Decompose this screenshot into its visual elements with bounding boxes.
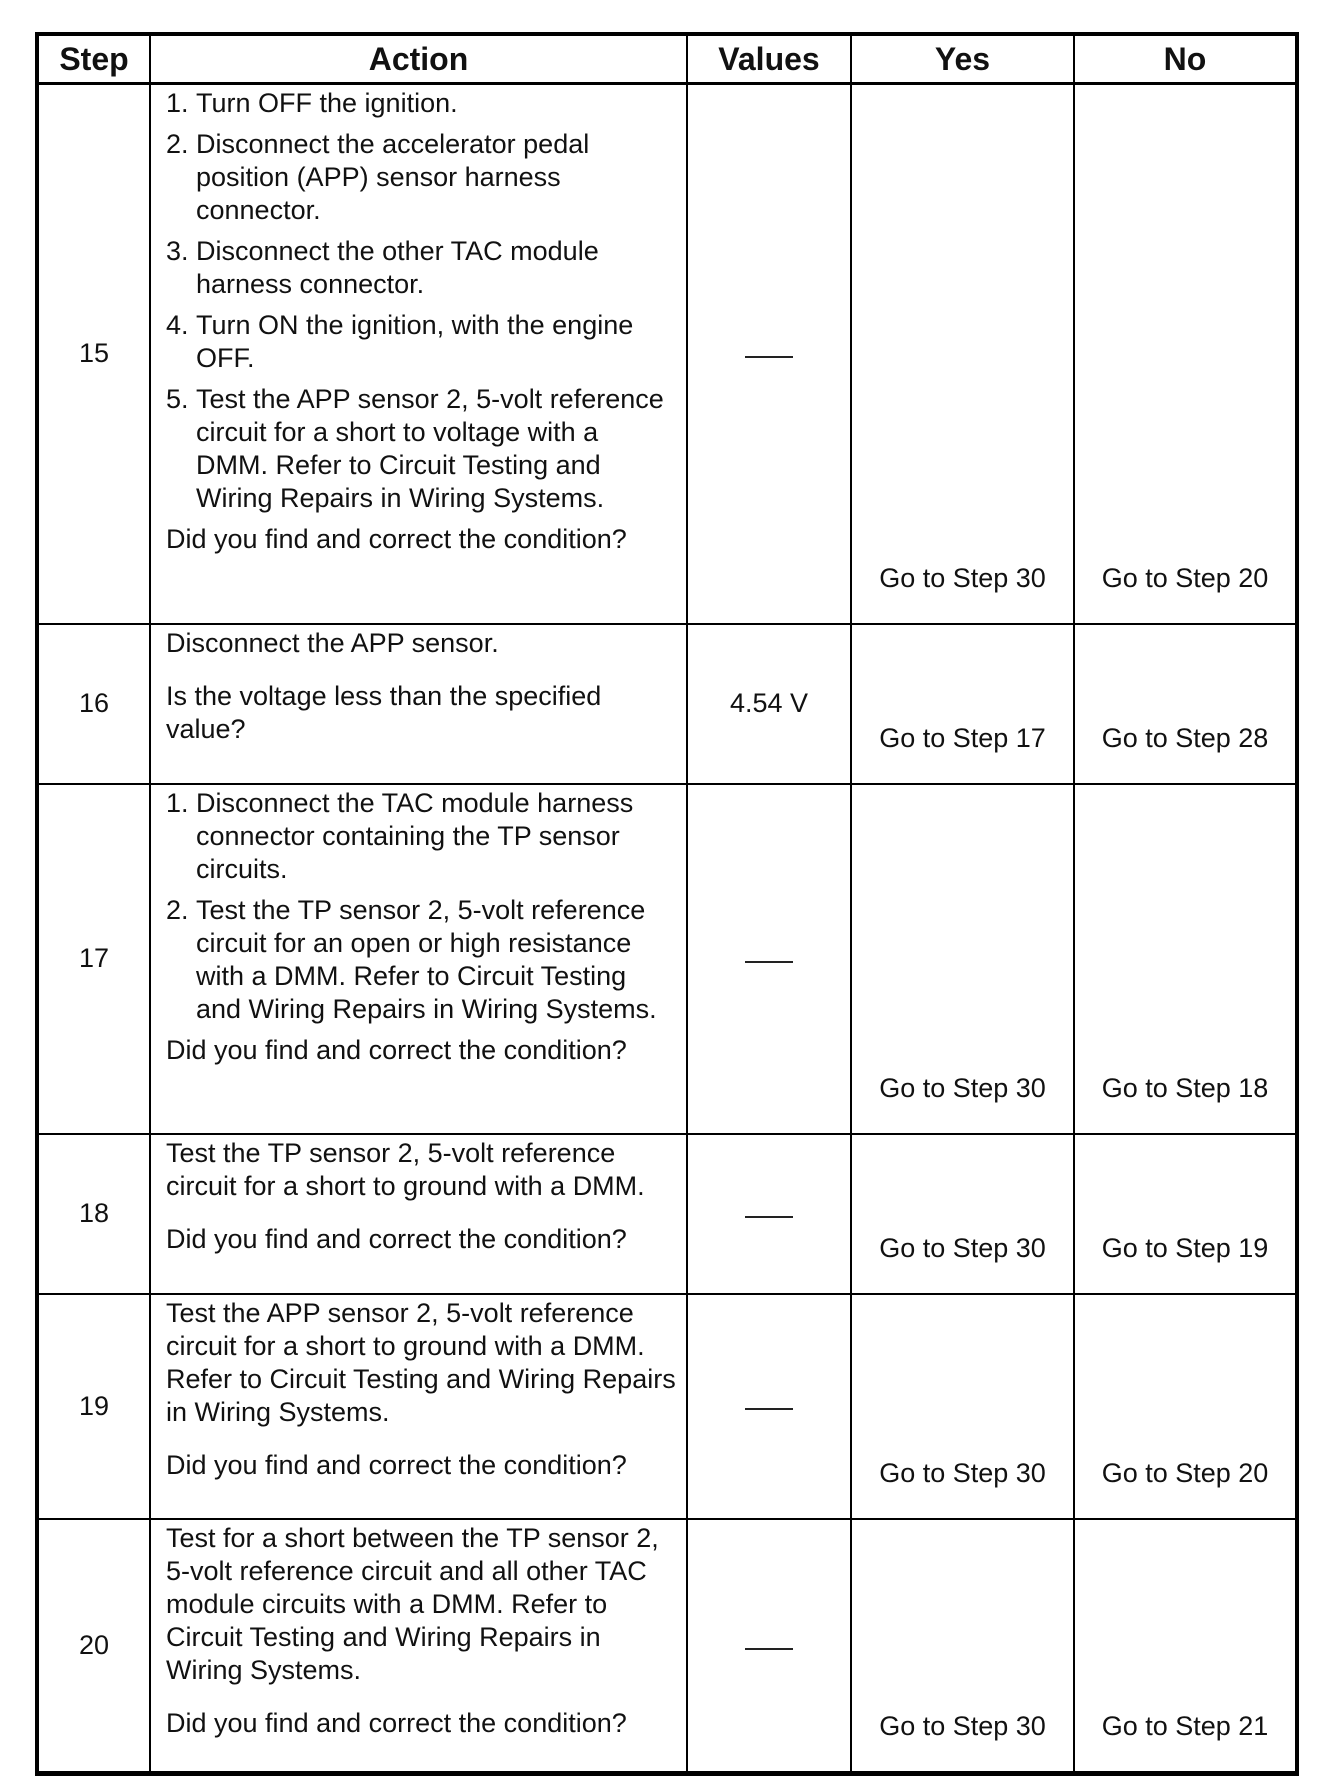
action-cell <box>150 1294 687 1519</box>
item-text: Test the TP sensor 2, 5-volt reference circuit for an open or high resistance with a DMM. Refer to Circuit Testing and Wiring Repairs in Wiring Systems. <box>196 894 657 1024</box>
value-cell <box>687 1134 851 1294</box>
yes-cell: Go to Step 30 <box>851 1294 1074 1519</box>
value-dash <box>745 1216 793 1218</box>
header-row <box>37 34 1297 84</box>
yes-cell: Go to Step 30 <box>851 1134 1074 1294</box>
action-question: Did you find and correct the condition? <box>166 1223 627 1254</box>
action-cell <box>150 784 687 1134</box>
value-dash <box>745 1408 793 1410</box>
no-cell: Go to Step 20 <box>1074 1294 1297 1519</box>
value-dash <box>745 356 793 358</box>
yes-cell: Go to Step 30 <box>851 84 1074 624</box>
table-row <box>37 84 1297 624</box>
action-question: Is the voltage less than the specified value? <box>166 680 602 744</box>
value-cell <box>687 1294 851 1519</box>
value-cell <box>687 1519 851 1774</box>
no-cell: Go to Step 28 <box>1074 624 1297 784</box>
yes-cell: Go to Step 30 <box>851 784 1074 1134</box>
step-number: 19 <box>37 1294 150 1519</box>
step-number: 15 <box>37 84 150 624</box>
step-number: 18 <box>37 1134 150 1294</box>
table-row <box>37 624 1297 784</box>
no-cell: Go to Step 20 <box>1074 84 1297 624</box>
header-action: Action <box>150 34 687 84</box>
item-text: Turn ON the ignition, with the engine OFF. <box>196 310 634 373</box>
diagnostic-table <box>35 32 1299 1776</box>
header-yes: Yes <box>851 34 1074 84</box>
table-row <box>37 1134 1297 1294</box>
item-text: Turn OFF the ignition. <box>196 88 458 118</box>
table-row <box>37 784 1297 1134</box>
item-text: Disconnect the TAC module harness connector containing the TP sensor circuits. <box>196 787 634 884</box>
action-question: Did you find and correct the condition? <box>166 524 627 554</box>
action-cell <box>150 1519 687 1774</box>
step-number: 20 <box>37 1519 150 1774</box>
item-number: 4. <box>166 310 189 340</box>
value-dash <box>745 1648 793 1650</box>
item-number: 3. <box>166 236 189 266</box>
header-step: Step <box>37 34 150 84</box>
action-text: Test the APP sensor 2, 5-volt reference circuit for a short to ground with a DMM. Refer to Circuit Testing and Wiring Repairs in Wiring Systems. <box>166 1297 676 1427</box>
value-cell: 4.54 V <box>687 624 851 784</box>
action-question: Did you find and correct the condition? <box>166 1707 627 1738</box>
step-number: 17 <box>37 784 150 1134</box>
action-item <box>166 383 676 515</box>
action-cell <box>150 624 687 784</box>
item-number: 2. <box>166 129 189 159</box>
action-item <box>166 235 676 301</box>
step-number: 16 <box>37 624 150 784</box>
value-cell <box>687 84 851 624</box>
item-text: Disconnect the other TAC module harness connector. <box>196 236 599 299</box>
action-item <box>166 309 676 375</box>
action-cell <box>150 84 687 624</box>
action-item <box>166 128 676 227</box>
table-row <box>37 1294 1297 1519</box>
no-cell: Go to Step 19 <box>1074 1134 1297 1294</box>
action-item <box>166 87 676 120</box>
item-number: 2. <box>166 894 189 925</box>
item-number: 1. <box>166 88 189 118</box>
yes-cell: Go to Step 17 <box>851 624 1074 784</box>
item-text: Test the APP sensor 2, 5-volt reference circuit for a short to voltage with a DMM. Refer to Circuit Testing and Wiring Repairs in Wiring Systems. <box>196 384 664 513</box>
yes-cell: Go to Step 30 <box>851 1519 1074 1774</box>
value-dash <box>745 961 793 963</box>
action-text: Test the TP sensor 2, 5-volt reference circuit for a short to ground with a DMM. <box>166 1137 645 1201</box>
item-number: 1. <box>166 787 189 818</box>
action-question: Did you find and correct the condition? <box>166 1034 627 1065</box>
action-text: Test for a short between the TP sensor 2, 5-volt reference circuit and all other TAC module circuits with a DMM. Refer to Circuit Testing and Wiring Repairs in Wiring Systems. <box>166 1522 659 1685</box>
action-question: Did you find and correct the condition? <box>166 1449 627 1480</box>
item-text: Disconnect the accelerator pedal position (APP) sensor harness connector. <box>196 129 590 225</box>
header-no: No <box>1074 34 1297 84</box>
item-number: 5. <box>166 384 189 414</box>
action-item <box>166 894 676 1026</box>
header-values: Values <box>687 34 851 84</box>
action-text: Disconnect the APP sensor. <box>166 627 499 658</box>
action-cell <box>150 1134 687 1294</box>
no-cell: Go to Step 21 <box>1074 1519 1297 1774</box>
value-cell <box>687 784 851 1134</box>
action-item <box>166 787 676 886</box>
table-row <box>37 1519 1297 1774</box>
no-cell: Go to Step 18 <box>1074 784 1297 1134</box>
